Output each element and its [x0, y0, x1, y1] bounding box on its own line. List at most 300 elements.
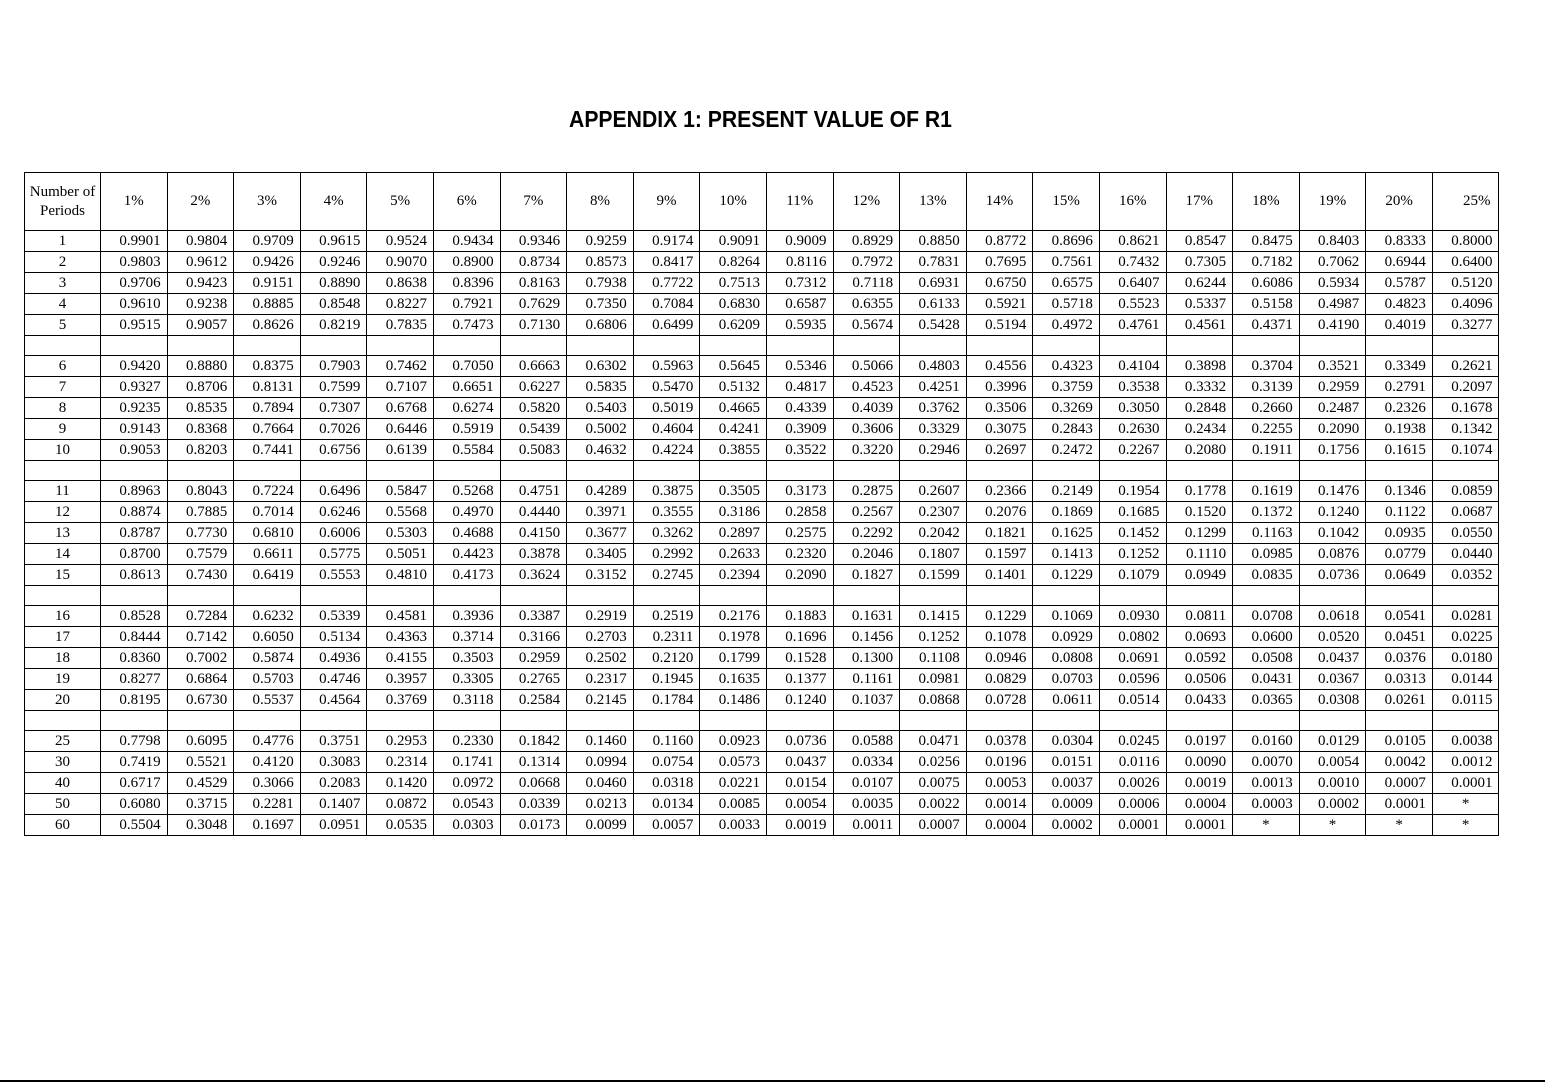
value-cell: 0.1869	[1033, 502, 1100, 523]
value-cell: 0.4039	[833, 398, 900, 419]
value-cell: 0.9524	[367, 231, 434, 252]
spacer-cell	[500, 461, 567, 481]
value-cell: 0.4970	[433, 502, 500, 523]
spacer-cell	[700, 461, 767, 481]
value-cell: 0.4224	[633, 440, 700, 461]
value-cell: 0.2394	[700, 565, 767, 586]
value-cell: 0.0070	[1233, 752, 1300, 773]
value-cell: 0.2502	[567, 648, 634, 669]
value-cell: 0.2660	[1233, 398, 1300, 419]
value-cell: 0.2255	[1233, 419, 1300, 440]
value-cell: 0.9706	[101, 273, 168, 294]
value-cell: 0.0180	[1432, 648, 1499, 669]
value-cell: 0.7142	[167, 627, 234, 648]
value-cell: 0.5051	[367, 544, 434, 565]
value-cell: 0.4371	[1233, 315, 1300, 336]
spacer-cell	[300, 461, 367, 481]
value-cell: 0.2292	[833, 523, 900, 544]
value-cell: 0.8890	[300, 273, 367, 294]
value-cell: 0.3909	[766, 419, 833, 440]
value-cell: 0.4810	[367, 565, 434, 586]
value-cell: 0.2875	[833, 481, 900, 502]
value-cell: 0.0160	[1233, 731, 1300, 752]
value-cell: *	[1432, 815, 1499, 836]
period-cell: 16	[25, 606, 101, 627]
period-cell: 14	[25, 544, 101, 565]
value-cell: 0.7118	[833, 273, 900, 294]
spacer-cell	[1166, 586, 1233, 606]
value-cell: 0.8963	[101, 481, 168, 502]
value-cell: 0.1784	[633, 690, 700, 711]
value-cell: 0.6931	[900, 273, 967, 294]
value-cell: 0.6768	[367, 398, 434, 419]
value-cell: 0.4019	[1366, 315, 1433, 336]
rate-header: 5%	[367, 173, 434, 231]
value-cell: 0.2083	[300, 773, 367, 794]
value-cell: 0.2959	[1299, 377, 1366, 398]
value-cell: 0.6006	[300, 523, 367, 544]
value-cell: 0.0588	[833, 731, 900, 752]
spacer-cell	[1299, 586, 1366, 606]
spacer-cell	[567, 711, 634, 731]
value-cell: 0.8475	[1233, 231, 1300, 252]
value-cell: 0.1342	[1432, 419, 1499, 440]
table-body	[25, 231, 1499, 836]
value-cell: 0.1252	[900, 627, 967, 648]
spacer-cell	[1233, 711, 1300, 731]
value-cell: 0.0037	[1033, 773, 1100, 794]
spacer-cell	[300, 336, 367, 356]
value-cell: 0.7419	[101, 752, 168, 773]
spacer-cell	[433, 711, 500, 731]
spacer-cell	[25, 711, 101, 731]
value-cell: 0.3349	[1366, 356, 1433, 377]
value-cell: 0.2897	[700, 523, 767, 544]
value-cell: 0.1954	[1099, 481, 1166, 502]
spacer-cell	[25, 461, 101, 481]
value-cell: 0.3759	[1033, 377, 1100, 398]
value-cell: 0.3220	[833, 440, 900, 461]
value-cell: 0.2745	[633, 565, 700, 586]
value-cell: 0.0535	[367, 815, 434, 836]
value-cell: 0.0116	[1099, 752, 1166, 773]
spacer-cell	[833, 336, 900, 356]
value-cell: 0.4556	[966, 356, 1033, 377]
value-cell: 0.7430	[167, 565, 234, 586]
value-cell: 0.4173	[433, 565, 500, 586]
value-cell: 0.6095	[167, 731, 234, 752]
value-cell: 0.4440	[500, 502, 567, 523]
value-cell: 0.9420	[101, 356, 168, 377]
value-cell: 0.6302	[567, 356, 634, 377]
value-cell: 0.7432	[1099, 252, 1166, 273]
value-cell: 0.0004	[966, 815, 1033, 836]
value-cell: 0.4251	[900, 377, 967, 398]
value-cell: 0.0808	[1033, 648, 1100, 669]
value-cell: 0.8396	[433, 273, 500, 294]
value-cell: 0.1799	[700, 648, 767, 669]
value-cell: 0.1110	[1166, 544, 1233, 565]
spacer-cell	[1432, 461, 1499, 481]
value-cell: 0.7722	[633, 273, 700, 294]
value-cell: 0.0951	[300, 815, 367, 836]
value-cell: 0.0471	[900, 731, 967, 752]
value-cell: 0.5568	[367, 502, 434, 523]
value-cell: 0.7885	[167, 502, 234, 523]
value-cell: 0.8772	[966, 231, 1033, 252]
rate-header: 16%	[1099, 173, 1166, 231]
value-cell: 0.4936	[300, 648, 367, 669]
value-cell: 0.6499	[633, 315, 700, 336]
period-cell: 4	[25, 294, 101, 315]
value-cell: 0.1420	[367, 773, 434, 794]
value-cell: 0.9070	[367, 252, 434, 273]
value-cell: 0.0367	[1299, 669, 1366, 690]
value-cell: 0.0001	[1366, 794, 1433, 815]
value-cell: 0.7695	[966, 252, 1033, 273]
value-cell: 0.1945	[633, 669, 700, 690]
table-row	[25, 398, 1499, 419]
value-cell: 0.0054	[766, 794, 833, 815]
rate-header: 19%	[1299, 173, 1366, 231]
value-cell: 0.8163	[500, 273, 567, 294]
value-cell: 0.3505	[700, 481, 767, 502]
value-cell: 0.1486	[700, 690, 767, 711]
value-cell: 0.8880	[167, 356, 234, 377]
value-cell: 0.1372	[1233, 502, 1300, 523]
value-cell: 0.3762	[900, 398, 967, 419]
spacer-cell	[1099, 336, 1166, 356]
value-cell: 0.4323	[1033, 356, 1100, 377]
value-cell: 0.3075	[966, 419, 1033, 440]
spacer-cell	[766, 586, 833, 606]
value-cell: 0.3715	[167, 794, 234, 815]
value-cell: 0.2953	[367, 731, 434, 752]
period-cell: 1	[25, 231, 101, 252]
spacer-cell	[1299, 336, 1366, 356]
value-cell: 0.2090	[1299, 419, 1366, 440]
value-cell: 0.1528	[766, 648, 833, 669]
value-cell: 0.5523	[1099, 294, 1166, 315]
spacer-cell	[25, 586, 101, 606]
value-cell: 0.5537	[234, 690, 301, 711]
value-cell: 0.4289	[567, 481, 634, 502]
value-cell: 0.0802	[1099, 627, 1166, 648]
value-cell: 0.0687	[1432, 502, 1499, 523]
value-cell: 0.1252	[1099, 544, 1166, 565]
value-cell: 0.1631	[833, 606, 900, 627]
value-cell: 0.2149	[1033, 481, 1100, 502]
page-bottom-rule	[0, 1080, 1545, 1082]
value-cell: 0.1821	[966, 523, 1033, 544]
value-cell: 0.2314	[367, 752, 434, 773]
spacer-cell	[1166, 336, 1233, 356]
spacer-cell	[101, 336, 168, 356]
value-cell: 0.2959	[500, 648, 567, 669]
value-cell: 0.3066	[234, 773, 301, 794]
value-cell: 0.3538	[1099, 377, 1166, 398]
value-cell: 0.4817	[766, 377, 833, 398]
period-cell: 5	[25, 315, 101, 336]
value-cell: 0.6133	[900, 294, 967, 315]
spacer-cell	[234, 586, 301, 606]
value-cell: 0.6587	[766, 294, 833, 315]
value-cell: 0.3405	[567, 544, 634, 565]
value-cell: 0.7050	[433, 356, 500, 377]
value-cell: 0.1042	[1299, 523, 1366, 544]
table-row	[25, 440, 1499, 461]
value-cell: 0.7350	[567, 294, 634, 315]
value-cell: 0.0949	[1166, 565, 1233, 586]
value-cell: 0.2703	[567, 627, 634, 648]
table-row	[25, 231, 1499, 252]
page-title: APPENDIX 1: PRESENT VALUE OF R1	[569, 106, 952, 132]
value-cell: 0.8573	[567, 252, 634, 273]
group-spacer-row	[25, 461, 1499, 481]
value-cell: 0.7798	[101, 731, 168, 752]
value-cell: 0.7084	[633, 294, 700, 315]
value-cell: 0.2330	[433, 731, 500, 752]
value-cell: 0.6080	[101, 794, 168, 815]
table-row	[25, 794, 1499, 815]
value-cell: 0.2519	[633, 606, 700, 627]
value-cell: 0.3506	[966, 398, 1033, 419]
value-cell: 0.1911	[1233, 440, 1300, 461]
value-cell: 0.2326	[1366, 398, 1433, 419]
value-cell: 0.3878	[500, 544, 567, 565]
value-cell: 0.6944	[1366, 252, 1433, 273]
value-cell: 0.7224	[234, 481, 301, 502]
value-cell: 0.0339	[500, 794, 567, 815]
spacer-cell	[900, 336, 967, 356]
value-cell: 0.9143	[101, 419, 168, 440]
value-cell: 0.9091	[700, 231, 767, 252]
value-cell: 0.3387	[500, 606, 567, 627]
value-cell: 0.9246	[300, 252, 367, 273]
value-cell: 0.5787	[1366, 273, 1433, 294]
value-cell: 0.3677	[567, 523, 634, 544]
value-cell: 0.5934	[1299, 273, 1366, 294]
value-cell: 0.0012	[1432, 752, 1499, 773]
value-cell: 0.7462	[367, 356, 434, 377]
value-cell: 0.1078	[966, 627, 1033, 648]
value-cell: 0.5921	[966, 294, 1033, 315]
value-cell: 0.3769	[367, 690, 434, 711]
value-cell: 0.7062	[1299, 252, 1366, 273]
value-cell: 0.6246	[300, 502, 367, 523]
period-cell: 15	[25, 565, 101, 586]
spacer-cell	[1233, 461, 1300, 481]
value-cell: 0.5268	[433, 481, 500, 502]
table-row	[25, 669, 1499, 690]
value-cell: 0.1037	[833, 690, 900, 711]
spacer-cell	[101, 711, 168, 731]
value-cell: 0.7664	[234, 419, 301, 440]
value-cell: 0.6244	[1166, 273, 1233, 294]
spacer-cell	[1033, 711, 1100, 731]
value-cell: 0.7730	[167, 523, 234, 544]
value-cell: 0.0115	[1432, 690, 1499, 711]
spacer-cell	[833, 586, 900, 606]
value-cell: 0.2320	[766, 544, 833, 565]
value-cell: 0.6806	[567, 315, 634, 336]
value-cell: 0.2791	[1366, 377, 1433, 398]
value-cell: 0.2080	[1166, 440, 1233, 461]
value-cell: 0.1079	[1099, 565, 1166, 586]
spacer-cell	[1432, 336, 1499, 356]
value-cell: 0.9423	[167, 273, 234, 294]
value-cell: 0.0013	[1233, 773, 1300, 794]
value-cell: 0.0703	[1033, 669, 1100, 690]
value-cell: 0.7903	[300, 356, 367, 377]
spacer-cell	[433, 586, 500, 606]
value-cell: 0.5919	[433, 419, 500, 440]
table-row	[25, 252, 1499, 273]
value-cell: 0.7561	[1033, 252, 1100, 273]
value-cell: 0.8621	[1099, 231, 1166, 252]
value-cell: 0.1456	[833, 627, 900, 648]
spacer-cell	[25, 336, 101, 356]
value-cell: 0.0026	[1099, 773, 1166, 794]
value-cell: 0.6139	[367, 440, 434, 461]
value-cell: 0.8264	[700, 252, 767, 273]
value-cell: 0.0134	[633, 794, 700, 815]
value-cell: *	[1233, 815, 1300, 836]
value-cell: 0.5083	[500, 440, 567, 461]
value-cell: 0.2046	[833, 544, 900, 565]
spacer-cell	[1233, 586, 1300, 606]
value-cell: 0.7972	[833, 252, 900, 273]
table-row	[25, 731, 1499, 752]
value-cell: 0.8613	[101, 565, 168, 586]
value-cell: 0.1883	[766, 606, 833, 627]
value-cell: 0.4632	[567, 440, 634, 461]
value-cell: 0.6232	[234, 606, 301, 627]
spacer-cell	[367, 586, 434, 606]
value-cell: 0.4803	[900, 356, 967, 377]
period-cell: 13	[25, 523, 101, 544]
value-cell: 0.4096	[1432, 294, 1499, 315]
value-cell: 0.6496	[300, 481, 367, 502]
value-cell: 0.5439	[500, 419, 567, 440]
value-cell: 0.0053	[966, 773, 1033, 794]
value-cell: 0.5775	[300, 544, 367, 565]
value-cell: 0.9901	[101, 231, 168, 252]
value-cell: 0.9009	[766, 231, 833, 252]
spacer-cell	[500, 336, 567, 356]
value-cell: 0.0618	[1299, 606, 1366, 627]
spacer-cell	[633, 336, 700, 356]
table-row	[25, 294, 1499, 315]
table-row	[25, 377, 1499, 398]
value-cell: 0.9434	[433, 231, 500, 252]
spacer-cell	[833, 461, 900, 481]
value-cell: 0.0573	[700, 752, 767, 773]
rate-header: 9%	[633, 173, 700, 231]
value-cell: 0.0308	[1299, 690, 1366, 711]
value-cell: 0.7921	[433, 294, 500, 315]
value-cell: 0.5703	[234, 669, 301, 690]
rate-header: 13%	[900, 173, 967, 231]
value-cell: 0.6651	[433, 377, 500, 398]
value-cell: 0.6864	[167, 669, 234, 690]
value-cell: 0.0736	[1299, 565, 1366, 586]
spacer-cell	[167, 711, 234, 731]
value-cell: 0.8734	[500, 252, 567, 273]
value-cell: 0.0693	[1166, 627, 1233, 648]
spacer-cell	[1099, 711, 1166, 731]
value-cell: 0.0014	[966, 794, 1033, 815]
spacer-cell	[1099, 586, 1166, 606]
value-cell: 0.8535	[167, 398, 234, 419]
value-cell: 0.0736	[766, 731, 833, 752]
spacer-cell	[633, 461, 700, 481]
spacer-cell	[234, 461, 301, 481]
spacer-cell	[700, 336, 767, 356]
value-cell: 0.1756	[1299, 440, 1366, 461]
value-cell: 0.0245	[1099, 731, 1166, 752]
value-cell: 0.6717	[101, 773, 168, 794]
value-cell: 0.0006	[1099, 794, 1166, 815]
value-cell: 0.5645	[700, 356, 767, 377]
value-cell: 0.0600	[1233, 627, 1300, 648]
spacer-cell	[833, 711, 900, 731]
spacer-cell	[567, 461, 634, 481]
spacer-cell	[1233, 336, 1300, 356]
value-cell: 0.9151	[234, 273, 301, 294]
value-cell: 0.9346	[500, 231, 567, 252]
spacer-cell	[1432, 586, 1499, 606]
spacer-cell	[966, 336, 1033, 356]
value-cell: 0.0256	[900, 752, 967, 773]
value-cell: 0.0779	[1366, 544, 1433, 565]
value-cell: 0.3996	[966, 377, 1033, 398]
value-cell: 0.6810	[234, 523, 301, 544]
value-cell: 0.0042	[1366, 752, 1433, 773]
value-cell: 0.8333	[1366, 231, 1433, 252]
value-cell: 0.0002	[1299, 794, 1366, 815]
value-cell: 0.1807	[900, 544, 967, 565]
spacer-cell	[633, 586, 700, 606]
spacer-cell	[234, 711, 301, 731]
value-cell: 0.8227	[367, 294, 434, 315]
value-cell: 0.1741	[433, 752, 500, 773]
value-cell: 0.1697	[234, 815, 301, 836]
spacer-cell	[167, 336, 234, 356]
value-cell: 0.8700	[101, 544, 168, 565]
value-cell: 0.2487	[1299, 398, 1366, 419]
value-cell: 0.5194	[966, 315, 1033, 336]
value-cell: 0.9709	[234, 231, 301, 252]
value-cell: 0.0378	[966, 731, 1033, 752]
value-cell: 0.1346	[1366, 481, 1433, 502]
value-cell: 0.8277	[101, 669, 168, 690]
value-cell: 0.2281	[234, 794, 301, 815]
table-row	[25, 565, 1499, 586]
present-value-table	[24, 172, 1499, 836]
value-cell: 0.0520	[1299, 627, 1366, 648]
value-cell: 0.1069	[1033, 606, 1100, 627]
spacer-cell	[1299, 461, 1366, 481]
spacer-cell	[966, 461, 1033, 481]
spacer-cell	[167, 461, 234, 481]
value-cell: 0.5874	[234, 648, 301, 669]
value-cell: 0.0859	[1432, 481, 1499, 502]
spacer-cell	[433, 336, 500, 356]
value-cell: 0.1413	[1033, 544, 1100, 565]
spacer-cell	[966, 586, 1033, 606]
value-cell: 0.6730	[167, 690, 234, 711]
